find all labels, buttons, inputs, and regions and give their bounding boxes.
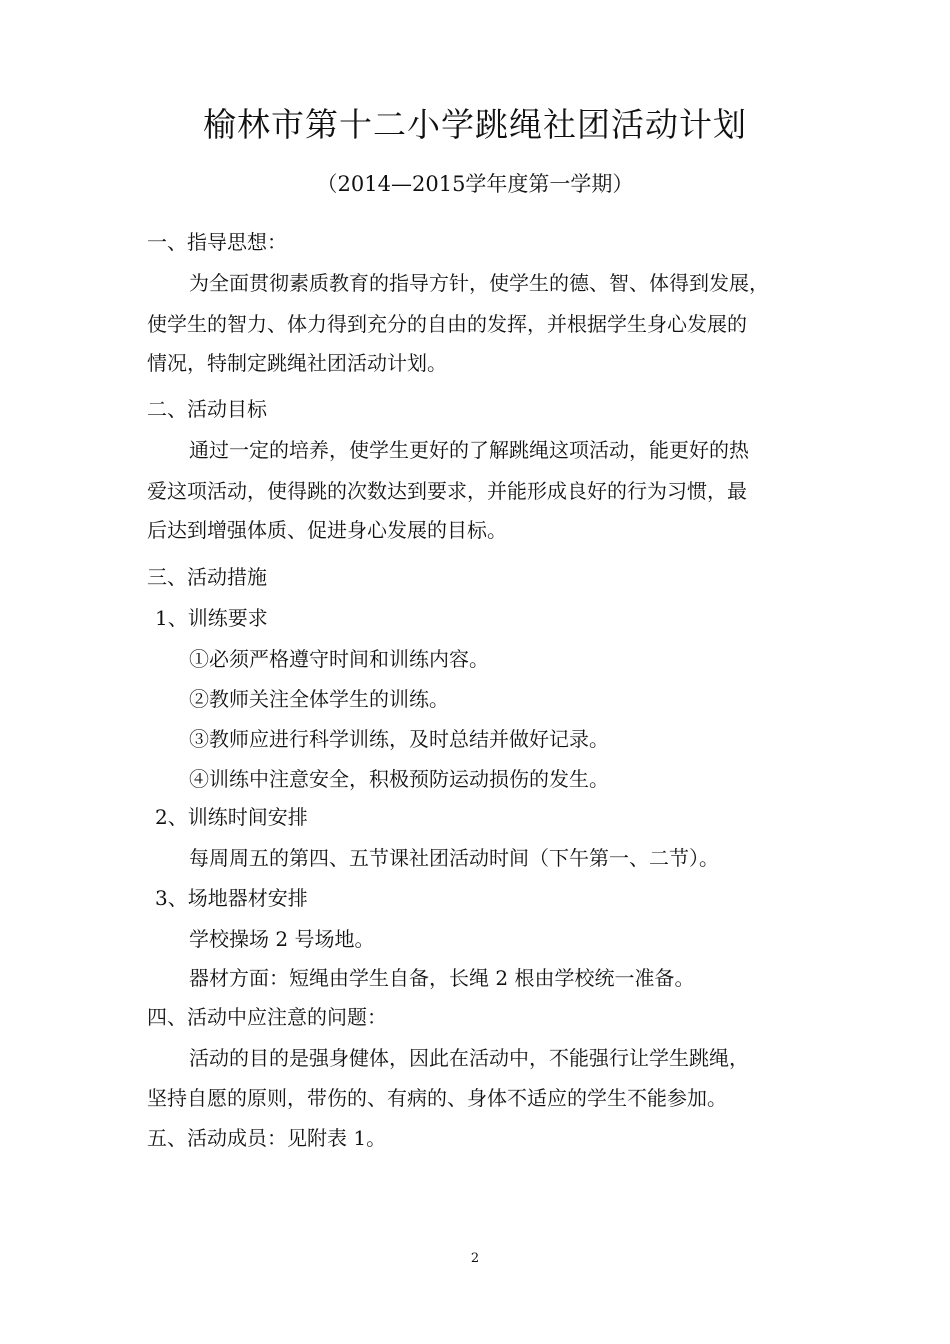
list-item: ②教师关注全体学生的训练。 [189, 687, 449, 711]
page-number: 2 [470, 1251, 480, 1266]
list-item: ①必须严格遵守时间和训练内容。 [189, 647, 489, 671]
paragraph-line: 通过一定的培养，使学生更好的了解跳绳这项活动，能更好的热 [189, 438, 749, 462]
paragraph-line: 坚持自愿的原则，带伤的、有病的、身体不适应的学生不能参加。 [147, 1086, 727, 1110]
paragraph-line: 每周周五的第四、五节课社团活动时间（下午第一、二节）。 [189, 846, 719, 870]
section-heading-members: 五、活动成员：见附表 1。 [147, 1126, 387, 1150]
paragraph-line: 学校操场 2 号场地。 [189, 927, 375, 951]
paragraph-line: 为全面贯彻素质教育的指导方针，使学生的德、智、体得到发展， [189, 271, 769, 295]
paragraph-line: 活动的目的是强身健体，因此在活动中，不能强行让学生跳绳， [189, 1046, 749, 1070]
section-heading-guiding-ideology: 一、指导思想： [147, 230, 287, 254]
paragraph-line: 器材方面：短绳由学生自备，长绳 2 根由学校统一准备。 [189, 966, 695, 990]
document-subtitle: （2014—2015学年度第一学期） [316, 172, 634, 196]
paragraph-line: 情况，特制定跳绳社团活动计划。 [147, 351, 447, 375]
list-item: ③教师应进行科学训练，及时总结并做好记录。 [189, 727, 609, 751]
document-title: 榆林市第十二小学跳绳社团活动计划 [203, 105, 747, 144]
paragraph-line: 后达到增强体质、促进身心发展的目标。 [147, 518, 507, 542]
section-heading-activity-measures: 三、活动措施 [147, 565, 267, 589]
section-heading-activity-goals: 二、活动目标 [147, 397, 267, 421]
list-item: ④训练中注意安全，积极预防运动损伤的发生。 [189, 767, 609, 791]
subsection-heading-training-schedule: 2、训练时间安排 [155, 805, 308, 829]
paragraph-line: 爱这项活动，使得跳的次数达到要求，并能形成良好的行为习惯，最 [147, 479, 747, 503]
paragraph-line: 使学生的智力、体力得到充分的自由的发挥，并根据学生身心发展的 [147, 312, 747, 336]
subsection-heading-venue-equipment: 3、场地器材安排 [155, 886, 308, 910]
section-heading-notes: 四、活动中应注意的问题： [147, 1005, 387, 1029]
subsection-heading-training-requirements: 1、训练要求 [155, 606, 268, 630]
